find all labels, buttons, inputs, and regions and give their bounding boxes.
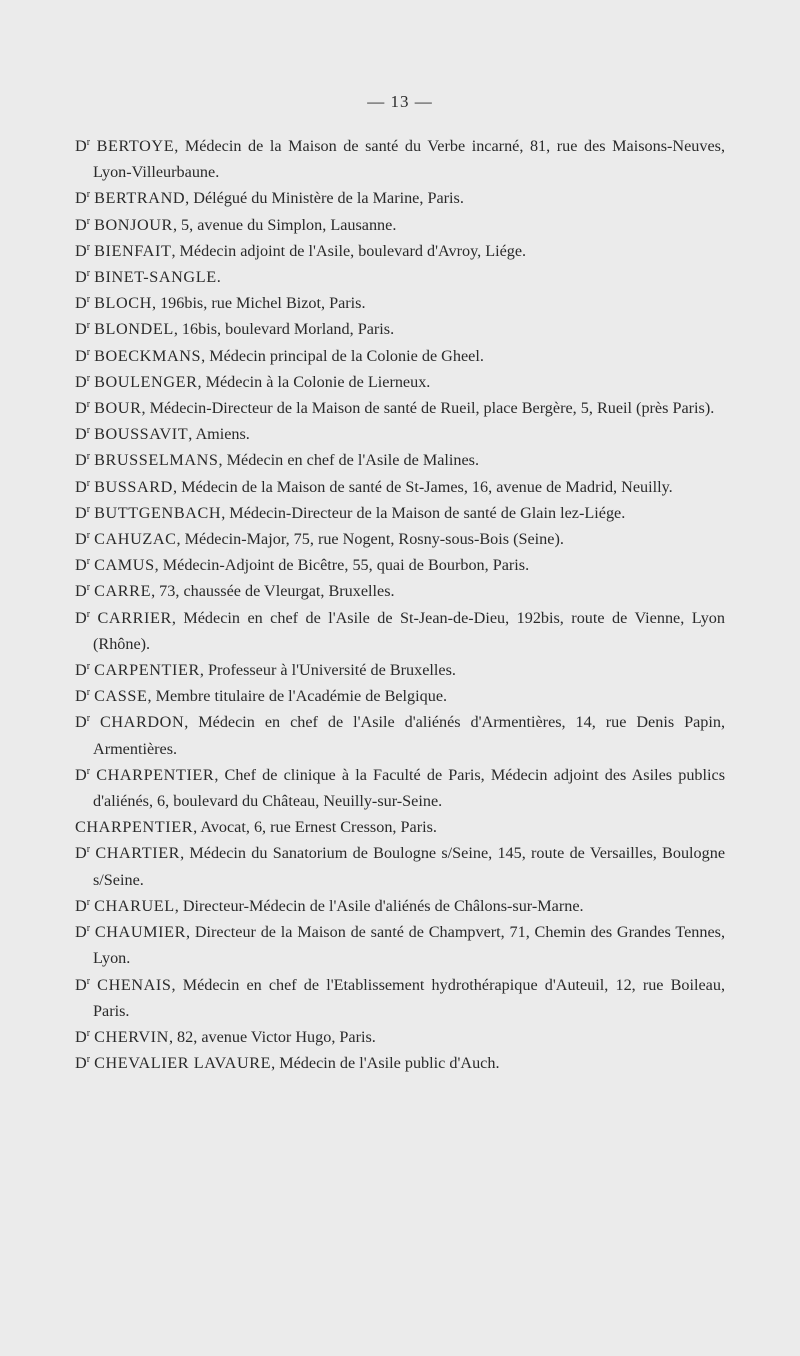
title-superscript: r [86,215,91,227]
entry-name: BOULENGER [94,372,198,391]
entry-title [75,1028,94,1046]
member-entry [75,709,725,761]
member-entry [75,972,725,1024]
title-superscript: r [86,1027,91,1039]
member-entry [75,919,725,971]
title-superscript: r [86,608,91,620]
entry-text: , 16bis, boulevard Morland, Paris. [173,320,395,339]
title-superscript: r [86,451,91,463]
member-entry [75,395,725,421]
entry-name: CHENAIS [97,975,172,994]
entry-text: , Médecin-Directeur de la Maison de santé de Rueil, place Bergère, 5, Rueil (près Paris). [141,399,715,418]
title-prefix: D [75,661,87,680]
entry-name: CHERVIN [94,1027,169,1046]
entry-title [75,347,94,365]
entry-title [75,425,94,443]
entry-text: , Médecin en chef de l'Etablissement hydrothérapique d'Auteuil, 12, rue Boileau, Paris. [93,975,726,1020]
entry-text: , Directeur-Médecin de l'Asile d'aliénés de Châlons-sur-Marne. [174,896,584,915]
member-entry [75,552,725,578]
member-entry [75,290,725,316]
entry-text: , Médecin du Sanatorium de Boulogne s/Seine, 145, route de Versailles, Boulogne s/Seine. [93,844,726,889]
entry-name: CASSE [94,687,148,706]
entry-text: , Délégué du Ministère de la Marine, Paris. [185,189,464,208]
entry-text: , Amiens. [188,425,250,444]
entry-name: CARRIER [97,608,172,627]
entry-text: , Médecin de la Maison de santé du Verbe incarné, 81, rue des Maisons-Neuves, Lyon-Villeurbaune. [93,137,726,182]
entry-text: , Avocat, 6, rue Ernest Cresson, Paris. [193,818,437,837]
title-prefix: D [75,241,87,260]
entry-text: , Médecin-Major, 75, rue Nogent, Rosny-sous-Bois (Seine). [176,530,564,549]
entry-title [75,897,94,915]
title-prefix: D [75,215,87,234]
title-prefix: D [75,294,87,313]
title-superscript: r [86,294,91,306]
entry-name: BOUR [94,399,142,418]
title-superscript: r [86,320,91,332]
title-prefix: D [75,975,87,994]
entry-text: , Médecin de l'Asile public d'Auch. [271,1054,500,1073]
title-superscript: r [86,503,91,515]
entry-title [75,713,100,731]
entry-text: , 82, avenue Victor Hugo, Paris. [168,1027,376,1046]
entry-title [75,976,97,994]
member-entry [75,762,725,814]
member-entry [75,238,725,264]
title-superscript: r [86,268,91,280]
title-superscript: r [86,713,91,725]
member-entry [75,474,725,500]
title-prefix: D [75,923,87,942]
entry-title [75,242,94,260]
entry-text: , Médecin-Adjoint de Bicêtre, 55, quai de Bourbon, Paris. [154,556,530,575]
title-superscript: r [86,346,91,358]
entry-title [75,216,94,234]
entry-text: , Médecin de la Maison de santé de St-James, 16, avenue de Madrid, Neuilly. [172,477,673,496]
entry-title [75,268,94,286]
entry-text: , Médecin-Directeur de la Maison de santé de Glain lez-Liége. [221,503,626,522]
entry-name: CAHUZAC [94,530,177,549]
entry-title [75,556,94,574]
title-prefix: D [75,425,87,444]
title-superscript: r [86,137,91,148]
entry-name: CHARTIER [95,844,181,863]
entry-name: BOUSSAVIT [94,425,189,444]
member-entry [75,578,725,604]
title-superscript: r [86,425,91,437]
entry-title [75,294,94,312]
entry-name: CAMUS [94,556,155,575]
entry-title [75,609,98,627]
entry-title [75,478,94,496]
member-entry [75,605,725,657]
entry-name: BINET-SANGLE [94,268,217,287]
entry-title [75,582,94,600]
title-superscript: r [86,372,91,384]
title-prefix: D [75,713,87,732]
title-prefix: D [75,503,87,522]
title-superscript: r [86,923,91,935]
entry-title [75,504,94,522]
title-superscript: r [86,582,91,594]
member-entry [75,447,725,473]
entry-name: BUSSARD [94,477,173,496]
title-superscript: r [86,530,91,542]
entry-text: , Médecin en chef de l'Asile de Malines. [218,451,480,470]
title-prefix: D [75,1027,87,1046]
title-prefix: D [75,451,87,470]
member-entry [75,814,725,840]
member-entry [75,657,725,683]
title-superscript: r [86,975,91,987]
entry-text: , 73, chaussée de Vleurgat, Bruxelles. [151,582,395,601]
member-list [75,133,725,1076]
member-entry [75,369,725,395]
title-prefix: D [75,477,87,496]
entry-title [75,320,94,338]
title-superscript: r [86,896,91,908]
title-prefix: D [75,530,87,549]
member-entry [75,421,725,447]
title-prefix: D [75,582,87,601]
entry-name: BERTRAND [94,189,186,208]
entry-name: BRUSSELMANS [94,451,219,470]
entry-name: BUTTGENBACH [94,503,222,522]
entry-text: , Médecin en chef de l'Asile de St-Jean-de-Dieu, 192bis, route de Vienne, Lyon (Rhône). [93,608,725,653]
title-superscript: r [86,844,91,856]
entry-title [75,373,94,391]
entry-name: BIENFAIT [94,241,172,260]
member-entry [75,343,725,369]
entry-title [75,189,94,207]
entry-title [75,451,94,469]
entry-name: CHARUEL [94,896,175,915]
title-prefix: D [75,189,87,208]
title-prefix: D [75,268,87,287]
entry-text: , 5, avenue du Simplon, Lausanne. [172,215,397,234]
member-entry [75,1024,725,1050]
title-prefix: D [75,1054,87,1073]
entry-title [75,530,94,548]
entry-title [75,1054,94,1072]
entry-name: CHARDON [100,713,185,732]
member-entry [75,264,725,290]
entry-text: , Chef de clinique à la Faculté de Paris, Médecin adjoint des Asiles publics d'aliénés, 6, boulevard du Château, Neuilly-sur-Seine. [93,765,725,811]
entry-text: , Médecin à la Colonie de Lierneux. [197,372,431,391]
entry-text: , Médecin principal de la Colonie de Gheel. [201,346,484,365]
entry-name: CHARPENTIER [96,765,215,784]
entry-title [75,923,95,941]
member-entry [75,500,725,526]
member-entry [75,185,725,211]
title-prefix: D [75,608,87,627]
entry-text: , Professeur à l'Université de Bruxelles. [199,661,456,680]
entry-title [75,687,94,705]
entry-name: BLOCH [94,294,152,313]
title-superscript: r [86,477,91,489]
title-superscript: r [86,687,91,699]
member-entry [75,316,725,342]
entry-name: CHARPENTIER [75,818,194,837]
entry-name: BOECKMANS [94,346,202,365]
entry-title [75,661,94,679]
title-superscript: r [86,1054,91,1066]
title-superscript: r [86,189,91,201]
entry-name: CHEVALIER LAVAURE [94,1054,272,1073]
title-prefix: D [75,320,87,339]
member-entry [75,1050,725,1076]
title-prefix: D [75,896,87,915]
entry-name: CARRE [94,582,152,601]
title-prefix: D [75,137,87,155]
title-prefix: D [75,346,87,365]
member-entry [75,133,725,185]
title-superscript: r [86,241,91,253]
entry-title [75,137,97,155]
member-entry [75,840,725,892]
entry-name: BONJOUR [94,215,173,234]
title-prefix: D [75,844,87,863]
page-number: — 13 — [367,92,433,111]
title-prefix: D [75,399,87,418]
entry-title [75,399,94,417]
title-superscript: r [86,556,91,568]
entry-title [75,844,95,862]
entry-text: , Médecin en chef de l'Asile d'aliénés d'Armentières, 14, rue Denis Papin, Armentières. [93,713,725,758]
member-entry [75,212,725,238]
entry-text: . [216,268,221,287]
title-prefix: D [75,556,87,575]
entry-text: , Membre titulaire de l'Académie de Belgique. [147,687,448,706]
title-superscript: r [86,765,91,777]
entry-text: , 196bis, rue Michel Bizot, Paris. [151,294,366,313]
entry-text: , Directeur de la Maison de santé de Champvert, 71, Chemin des Grandes Tennes, Lyon. [93,923,726,968]
title-superscript: r [86,399,91,411]
title-prefix: D [75,372,87,391]
member-entry [75,683,725,709]
entry-name: CARPENTIER [94,661,200,680]
title-prefix: D [75,687,87,706]
entry-name: CHAUMIER [94,923,186,942]
entry-text: , Médecin adjoint de l'Asile, boulevard d'Avroy, Liége. [171,241,527,260]
entry-name: BLONDEL [94,320,174,339]
member-entry [75,526,725,552]
title-superscript: r [86,661,91,673]
member-entry [75,893,725,919]
entry-name: BERTOYE [96,137,175,155]
title-prefix: D [75,765,87,784]
entry-title [75,766,96,784]
